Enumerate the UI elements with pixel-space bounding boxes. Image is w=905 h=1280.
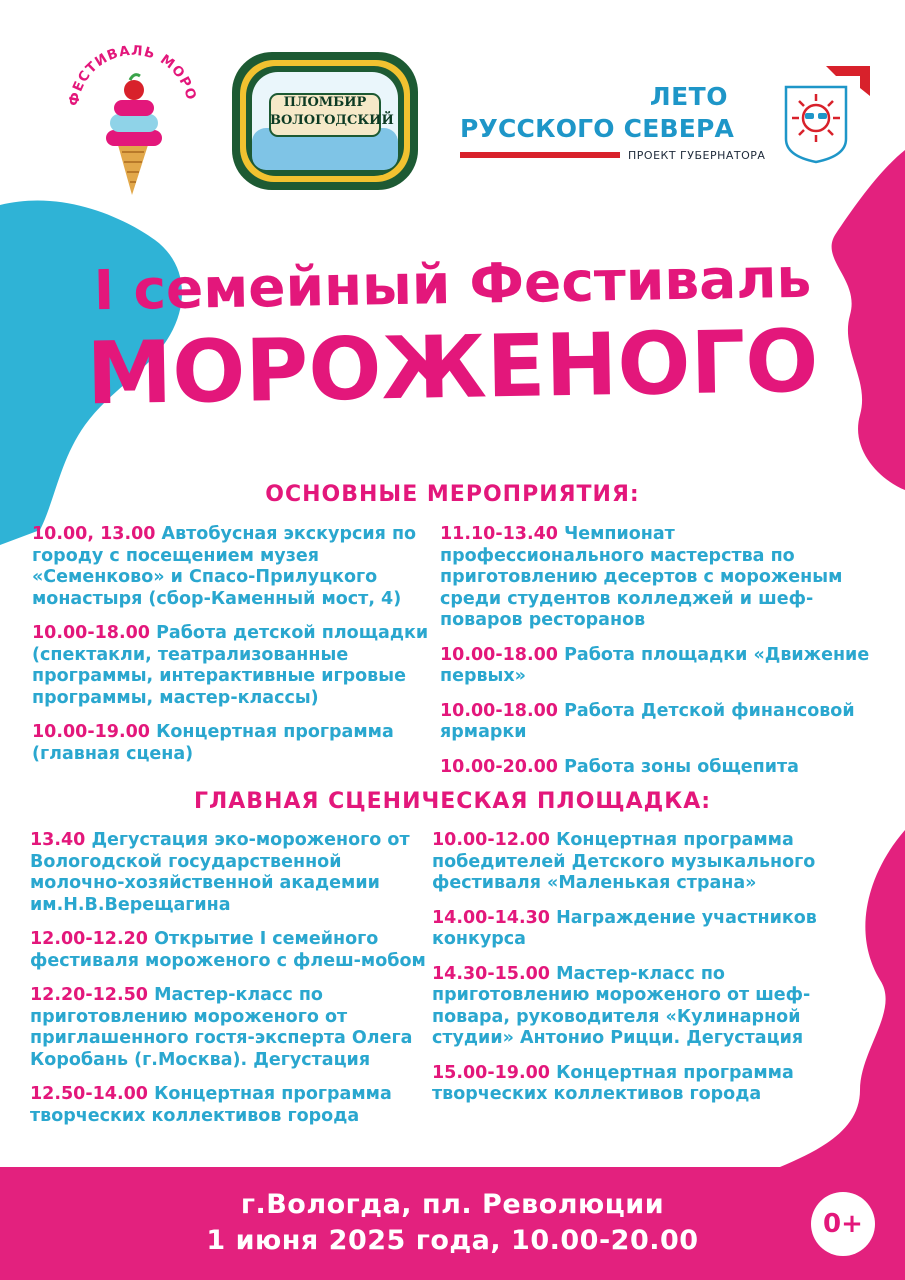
stage-text: Мастер-класс по приготовлению мороженого от приглашенного гостя-эксперта Олега Коробань (г.Москва). Дегустация xyxy=(30,985,413,1070)
event-item xyxy=(440,701,880,744)
event-time: 10.00-18.00 xyxy=(32,623,150,643)
stage-text: Награждение участников конкурса xyxy=(432,907,817,949)
stage-item xyxy=(30,830,430,916)
main-stage-right-column xyxy=(432,830,882,1119)
leto-russkogo-severa-logo xyxy=(458,60,858,170)
event-item xyxy=(440,757,880,779)
event-time: 10.00-18.00 xyxy=(440,644,558,665)
stage-time: 10.00-12.00 xyxy=(432,830,550,850)
footer-place: г.Вологда, пл. Революции xyxy=(240,1189,665,1220)
event-text: Работа зоны общепита xyxy=(564,756,799,777)
stage-text: Открытие I семейного фестиваля мороженого с флеш-мобом xyxy=(30,929,426,971)
stage-item xyxy=(30,1084,430,1127)
main-events-left-column xyxy=(32,524,432,778)
age-rating-badge: 0+ xyxy=(811,1192,875,1256)
event-text: Чемпионат профессионального мастерства по приготовлению десертов с мороженым среди студентов колледжей и шеф-поваров ресторанов xyxy=(440,524,843,630)
plombir-logo xyxy=(230,50,420,192)
title-line2: МОРОЖЕНОГО xyxy=(85,311,820,425)
event-time: 11.10-13.40 xyxy=(440,524,558,544)
stage-text: Мастер-класс по приготовлению мороженого от шеф-повара, руководителя «Кулинарной студии» Антонио Рицци. Дегустация xyxy=(432,963,811,1048)
stage-item xyxy=(432,964,882,1050)
stage-time: 14.30-15.00 xyxy=(432,963,550,984)
main-events-right-column xyxy=(440,524,880,791)
event-time: 10.00-18.00 xyxy=(440,700,558,721)
event-text: Концертная программа (главная сцена) xyxy=(32,722,394,764)
festival-logo-arc-text: ФЕСТИВАЛЬ МОРО xyxy=(65,42,200,108)
stage-time: 12.20-12.50 xyxy=(30,985,148,1005)
stage-time: 13.40 xyxy=(30,830,86,850)
footer-date: 1 июня 2025 года, 10.00-20.00 xyxy=(206,1225,699,1256)
event-time: 10.00-19.00 xyxy=(32,722,150,742)
plombir-line1: ПЛОМБИР xyxy=(283,95,367,110)
event-text: Работа Детской финансовой ярмарки xyxy=(440,700,855,742)
stage-item xyxy=(432,1063,882,1106)
event-time: 10.00-20.00 xyxy=(440,756,558,777)
stage-time: 12.00-12.20 xyxy=(30,929,148,949)
stage-text: Концертная программа победителей Детского музыкального фестиваля «Маленькая страна» xyxy=(432,830,816,893)
lrs-sub-text: ПРОЕКТ ГУБЕРНАТОРА xyxy=(628,149,766,162)
event-item xyxy=(440,645,880,688)
event-item xyxy=(32,623,432,709)
stage-item xyxy=(30,985,430,1071)
stage-item xyxy=(30,929,430,972)
stage-item xyxy=(432,830,882,895)
stage-time: 12.50-14.00 xyxy=(30,1084,148,1104)
footer-band xyxy=(0,1167,905,1280)
stage-time: 14.00-14.30 xyxy=(432,907,550,928)
festival-logo xyxy=(60,40,205,200)
stage-text: Концертная программа творческих коллективов города xyxy=(30,1084,392,1126)
lrs-red-bar xyxy=(460,152,620,158)
main-stage-heading: ГЛАВНАЯ СЦЕНИЧЕСКАЯ ПЛОЩАДКА: xyxy=(193,789,712,814)
stage-text: Дегустация эко-мороженого от Вологодской государственной молочно-хозяйственной академии им.Н.В.Верещагина xyxy=(30,830,410,915)
event-item xyxy=(32,524,432,610)
stage-time: 15.00-19.00 xyxy=(432,1062,550,1083)
lrs-main-text: РУССКОГО СЕВЕРА xyxy=(460,114,735,143)
event-text: Работа площадки «Движение первых» xyxy=(440,644,870,686)
event-time: 10.00, 13.00 xyxy=(32,524,156,544)
event-item xyxy=(32,722,432,765)
lrs-top-text: ЛЕТО xyxy=(649,82,728,111)
stage-item xyxy=(432,908,882,951)
stage-text: Концертная программа творческих коллективов города xyxy=(432,1062,794,1104)
event-text: Работа детской площадки (спектакли, театрализованные программы, интерактивные игровые программы, мастер-классы) xyxy=(32,623,429,708)
plombir-line2: ВОЛОГОДСКИЙ xyxy=(270,113,394,128)
sun-emblem-icon xyxy=(783,84,849,164)
main-stage-left-column xyxy=(30,830,430,1140)
title-line1: I семейный Фестиваль xyxy=(93,245,812,323)
main-events-heading: ОСНОВНЫЕ МЕРОПРИЯТИЯ: xyxy=(265,482,640,507)
event-text: Автобусная экскурсия по городу с посещением музея «Семенково» и Спасо-Прилуцкого монастыря (сбор-Каменный мост, 4) xyxy=(32,524,417,609)
event-item xyxy=(440,524,880,632)
